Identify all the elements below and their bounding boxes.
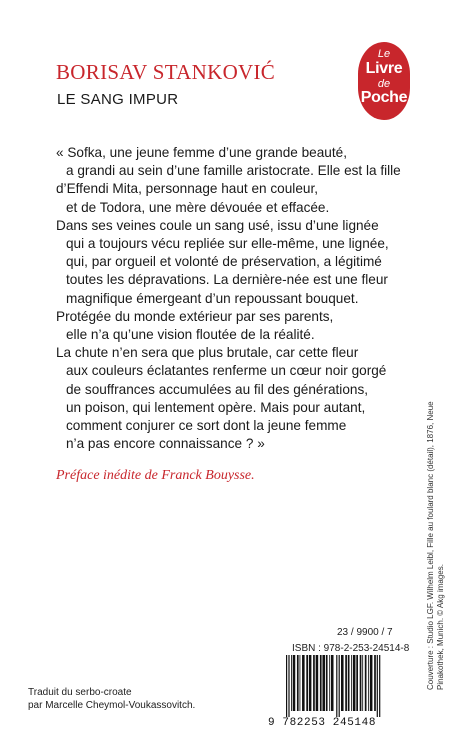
barcode-bar (331, 655, 334, 711)
barcode-bar (291, 655, 292, 711)
price-code: 23 / 9900 / 7 (337, 627, 393, 638)
barcode-bar (356, 655, 358, 711)
isbn: ISBN : 978-2-253-24514-8 (292, 643, 410, 654)
blurb-line: toutes les dépravations. La dernière-née est une fleur (66, 272, 388, 288)
blurb-line: comment conjurer ce sort dont la jeune femme (66, 418, 347, 434)
translator-credit (28, 686, 195, 712)
book-title: LE SANG IMPUR (57, 91, 179, 108)
barcode-bar (309, 655, 312, 711)
barcode-bar (360, 655, 362, 711)
barcode-bar (329, 655, 330, 711)
logo-line-4: Poche (360, 89, 408, 106)
logo-line-1: Le (377, 48, 391, 60)
blurb-line: aux couleurs éclatantes renferme un cœur noir gorgé (66, 363, 387, 379)
blurb-line: Protégée du monde extérieur par ses parents, (56, 308, 334, 324)
barcode (282, 655, 438, 717)
blurb-line: qui, par orgueil et volonté de préservation, a légitimé (66, 254, 382, 270)
blurb-line: qui a toujours vécu repliée sur elle-même, une lignée, (66, 236, 389, 252)
barcode-bar (341, 655, 344, 711)
blurb-line: magnifique émergeant d’un repoussant bouquet. (66, 290, 359, 306)
barcode-bar (365, 655, 367, 711)
barcode-bar (345, 655, 347, 711)
barcode-bar (297, 655, 299, 711)
barcode-bar (368, 655, 369, 711)
barcode-bar (353, 655, 356, 711)
barcode-bar (379, 655, 380, 717)
barcode-bar (326, 655, 328, 711)
blurb-line: La chute n’en sera que plus brutale, car cette fleur (56, 345, 359, 361)
barcode-bar (286, 655, 287, 717)
blurb-line: n’a pas encore connaissance ? » (66, 436, 265, 452)
barcode-bar (351, 655, 352, 711)
author-name: BORISAV STANKOVIĆ (56, 60, 276, 84)
barcode-bar (370, 655, 373, 711)
barcode-bar (336, 655, 337, 717)
barcode-bar (339, 655, 340, 717)
barcode-bar (300, 655, 301, 711)
barcode-bar (313, 655, 315, 711)
livre-de-poche-logo (358, 42, 410, 120)
barcode-bar (306, 655, 308, 711)
translator-line: par Marcelle Cheymol-Voukassovitch. (28, 700, 196, 711)
barcode-number: 9 782253 245148 (268, 717, 377, 729)
barcode-bar (316, 655, 319, 711)
barcode-bar (302, 655, 305, 711)
barcode-bar (288, 655, 289, 717)
barcode-bar (293, 655, 296, 711)
cover-credit: Couverture : Studio LGF. Wilhelm Leibl, Fille au foulard blanc (détail), 1876, Neue Pinakothek, Munich. © Akg images. (426, 401, 445, 690)
preface-credit: Préface inédite de Franck Bouysse. (56, 468, 255, 483)
translator-line: Traduit du serbo-croate (28, 687, 132, 698)
blurb-line: a grandi au sein d’une famille aristocrate. Elle est la fille (66, 163, 401, 179)
barcode-bar (377, 655, 378, 717)
barcode-bar (322, 655, 325, 711)
logo-line-2: Livre (365, 60, 403, 77)
blurb-text (56, 144, 406, 453)
blurb-line: et de Todora, une mère dévouée et effacée. (66, 199, 330, 215)
blurb-line: « Sofka, une jeune femme d’une grande beauté, (56, 145, 347, 160)
barcode-bar (362, 655, 363, 711)
barcode-bar (348, 655, 350, 711)
barcode-bar (374, 655, 376, 711)
blurb-line: Dans ses veines coule un sang usé, issu d’une lignée (56, 217, 379, 233)
blurb-line: elle n’a qu’une vision floutée de la réalité. (66, 327, 315, 343)
blurb-line: d’Effendi Mita, personnage haut en couleur, (56, 181, 318, 197)
barcode-bar (320, 655, 322, 711)
logo-line-3: de (377, 78, 391, 90)
blurb-line: un poison, qui lentement opère. Mais pour autant, (66, 399, 366, 415)
blurb-line: de souffrances accumulées au fil des générations, (66, 381, 369, 397)
